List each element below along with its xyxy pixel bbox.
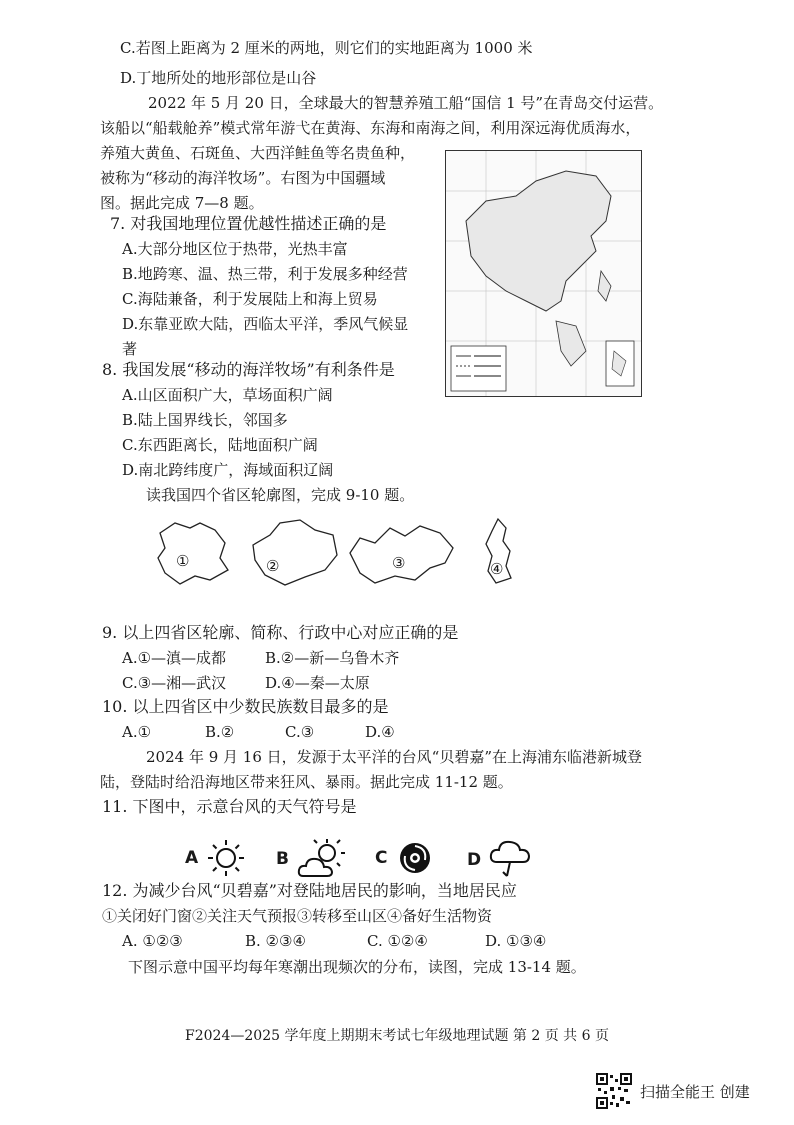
q10-option-a: A.① xyxy=(122,723,152,741)
weather-letter-c: C xyxy=(375,848,388,868)
q9-option-b: B.②—新—乌鲁木齐 xyxy=(265,649,400,667)
q12-items: ①关闭好门窗②关注天气预报③转移至山区④备好生活物资 xyxy=(102,907,493,925)
option-d-prev: D.丁地所处的地形部位是山谷 xyxy=(120,69,317,87)
scanner-watermark xyxy=(596,1073,750,1109)
q12-option-a: A. ①②③ xyxy=(122,932,183,950)
question-8-stem: 8. 我国发展“移动的海洋牧场”有利条件是 xyxy=(102,360,395,379)
intro-9-10: 读我国四个省区轮廓图，完成 9-10 题。 xyxy=(146,486,415,504)
weather-option-c xyxy=(375,838,435,878)
question-11-stem: 11. 下图中，示意台风的天气符号是 xyxy=(102,797,357,816)
sun-icon xyxy=(206,838,246,878)
q7-option-c: C.海陆兼备，利于发展陆上和海上贸易 xyxy=(122,290,378,308)
weather-option-d xyxy=(467,838,531,882)
partly-cloudy-icon xyxy=(297,838,347,880)
weather-option-a xyxy=(185,838,246,878)
passage-line-4: 被称为“移动的海洋牧场”。右图为中国疆域 xyxy=(100,169,386,187)
passage-line-3: 养殖大黄鱼、石斑鱼、大西洋鲑鱼等名贵鱼种， xyxy=(100,144,416,162)
scanner-text: 扫描全能王 创建 xyxy=(640,1082,750,1101)
q10-option-b: B.② xyxy=(205,723,235,741)
qr-code-icon xyxy=(596,1073,632,1109)
intro-11-12-line-2: 陆，登陆时给沿海地区带来狂风、暴雨。据此完成 11-12 题。 xyxy=(100,773,513,791)
province-outline-xinjiang xyxy=(245,515,345,590)
province-label-2: ② xyxy=(266,557,280,575)
intro-11-12-line-1: 2024 年 9 月 16 日，发源于太平洋的台风“贝碧嘉”在上海浦东临港新城登 xyxy=(146,748,642,766)
q10-option-c: C.③ xyxy=(285,723,315,741)
question-9-stem: 9. 以上四省区轮廓、简称、行政中心对应正确的是 xyxy=(102,623,459,642)
china-territory-map xyxy=(445,150,642,397)
q8-option-d: D.南北跨纬度广，海域面积辽阔 xyxy=(122,461,334,479)
rain-icon xyxy=(489,838,531,882)
q7-option-d: D.东靠亚欧大陆，西临太平洋，季风气候显 xyxy=(122,315,409,333)
passage-line-2: 该船以“船载舱养”模式常年游弋在黄海、东海和南海之间，利用深远海优质海水， xyxy=(100,119,641,137)
q7-option-b: B.地跨寒、温、热三带，利于发展多种经营 xyxy=(122,265,408,283)
province-outline-yunnan xyxy=(150,518,235,588)
page-footer: F2024—2025 学年度上期期末考试七年级地理试题 第 2 页 共 6 页 xyxy=(185,1028,609,1044)
weather-letter-d: D xyxy=(467,850,482,870)
map-illustration xyxy=(446,151,641,396)
q9-option-a: A.①—滇—成都 xyxy=(122,649,227,667)
weather-option-b xyxy=(276,838,347,880)
q9-option-d: D.④—秦—太原 xyxy=(265,674,370,692)
q9-option-c: C.③—湘—武汉 xyxy=(122,674,227,692)
option-c-prev: C.若图上距离为 2 厘米的两地，则它们的实地距离为 1000 米 xyxy=(120,39,533,57)
province-label-4: ④ xyxy=(490,560,504,578)
province-label-3: ③ xyxy=(392,554,406,572)
passage-line-1: 2022 年 5 月 20 日，全球最大的智慧养殖工船“国信 1 号”在青岛交付运营。 xyxy=(148,94,664,112)
q12-option-b: B. ②③④ xyxy=(245,932,306,950)
q10-option-d: D.④ xyxy=(365,723,395,741)
q12-option-d: D. ①③④ xyxy=(485,932,547,950)
passage-line-5: 图。据此完成 7—8 题。 xyxy=(100,194,264,212)
question-10-stem: 10. 以上四省区中少数民族数目最多的是 xyxy=(102,697,389,716)
province-label-1: ① xyxy=(176,552,190,570)
intro-13-14: 下图示意中国平均每年寒潮出现频次的分布，读图，完成 13-14 题。 xyxy=(128,958,586,976)
q8-option-a: A.山区面积广大，草场面积广阔 xyxy=(122,386,333,404)
q8-option-b: B.陆上国界线长，邻国多 xyxy=(122,411,288,429)
weather-letter-b: B xyxy=(276,849,289,869)
q12-option-c: C. ①②④ xyxy=(367,932,428,950)
province-outline-hubei xyxy=(345,518,460,588)
q7-option-d-cont: 著 xyxy=(122,340,138,358)
weather-letter-a: A xyxy=(185,848,199,868)
question-12-stem: 12. 为减少台风“贝碧嘉”对登陆地居民的影响，当地居民应 xyxy=(102,881,517,900)
q7-option-a: A.大部分地区位于热带，光热丰富 xyxy=(122,240,348,258)
question-7-stem: 7. 对我国地理位置优越性描述正确的是 xyxy=(110,214,387,233)
typhoon-icon xyxy=(395,838,435,878)
q8-option-c: C.东西距离长，陆地面积广阔 xyxy=(122,436,318,454)
